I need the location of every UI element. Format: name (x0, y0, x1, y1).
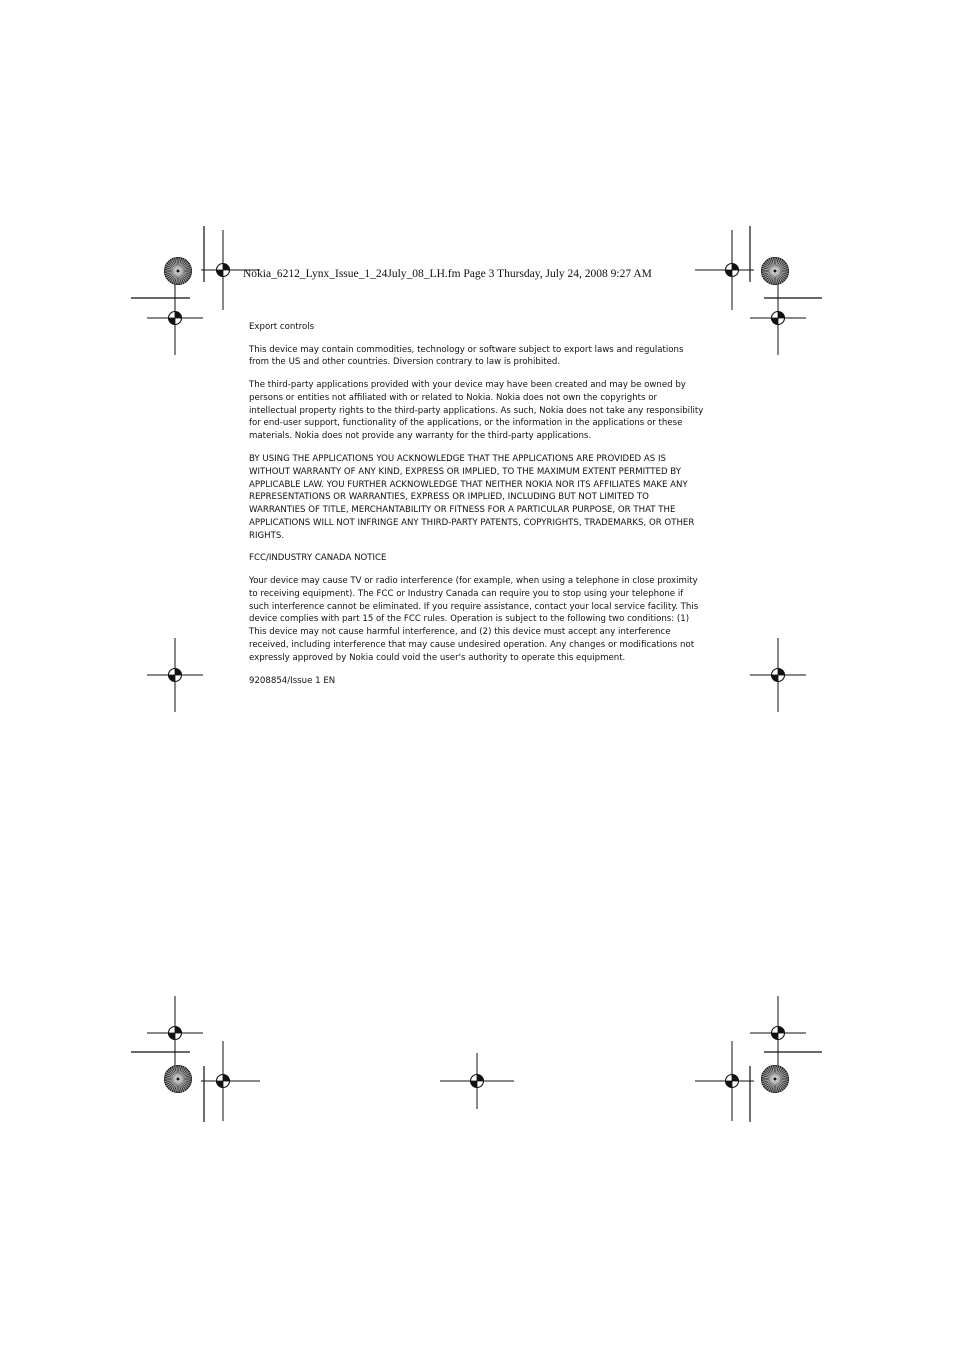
registration-mark-icon (147, 281, 203, 355)
document-code: 9208854/Issue 1 EN (249, 675, 336, 686)
page-content (249, 321, 705, 697)
registration-mark-icon (750, 281, 806, 355)
starburst-target-icon (762, 1066, 789, 1093)
starburst-target-icon (762, 258, 789, 285)
export-controls-paragraph: This device may contain commodities, technology or software subject to export laws and regulations from the US and other countries. Diversion contrary to law is prohibited. (249, 344, 684, 368)
fcc-notice-heading: FCC/INDUSTRY CANADA NOTICE (249, 553, 387, 564)
registration-mark-icon (695, 1041, 754, 1121)
file-info-header: Nokia_6212_Lynx_Issue_1_24July_08_LH.fm Page 3 Thursday, July 24, 2008 9:27 AM (243, 268, 652, 280)
export-controls-heading: Export controls (249, 322, 315, 332)
registration-mark-icon (750, 996, 806, 1070)
registration-mark-icon (147, 996, 203, 1070)
registration-mark-icon (147, 638, 203, 712)
fcc-notice-paragraph: Your device may cause TV or radio interference (for example, when using a telephone in close proximity to receiving equipment). The FCC or Industry Canada can require you to stop using your telephone if such interference cannot be eliminated. If you require assistance, contact your local service facility. This device complies with part 15 of the FCC rules. Operation is subject to the following two conditions: (1) This device may not cause harmful interference, and (2) this device must accept any interference received, including interference that may cause undesired operation. Any changes or modifications not expressly approved by Nokia could void the user's authority to operate this equipment. (249, 575, 699, 663)
disclaimer-paragraph: BY USING THE APPLICATIONS YOU ACKNOWLEDGE THAT THE APPLICATIONS ARE PROVIDED AS IS WITHOUT WARRANTY OF ANY KIND, EXPRESS OR IMPLIED, TO THE MAXIMUM EXTENT PERMITTED BY APPLICABLE LAW. YOU FURTHER ACKNOWLEDGE THAT NEITHER NOKIA NOR ITS AFFILIATES MAKE ANY REPRESENTATIONS OR WARRANTIES, EXPRESS OR IMPLIED, INCLUDING BUT NOT LIMITED TO WARRANTIES OF TITLE, MERCHANTABILITY OR FITNESS FOR A PARTICULAR PURPOSE, OR THAT THE APPLICATIONS WILL NOT INFRINGE ANY THIRD-PARTY PATENTS, COPYRIGHTS, TRADEMARKS, OR OTHER RIGHTS. (249, 453, 695, 541)
third-party-paragraph: The third-party applications provided with your device may have been created and may be owned by persons or entities not affiliated with or related to Nokia. Nokia does not own the copyrights or intellectual property rights to the third-party applications. As such, Nokia does not take any responsibility for end-user support, functionality of the applications, or the information in the applications or these materials. Nokia does not provide any warranty for the third-party applications. (249, 379, 704, 442)
starburst-target-icon (165, 1066, 192, 1093)
registration-mark-icon (750, 638, 806, 712)
starburst-target-icon (165, 258, 192, 285)
registration-mark-icon (201, 1041, 260, 1121)
registration-mark-icon (440, 1053, 514, 1109)
